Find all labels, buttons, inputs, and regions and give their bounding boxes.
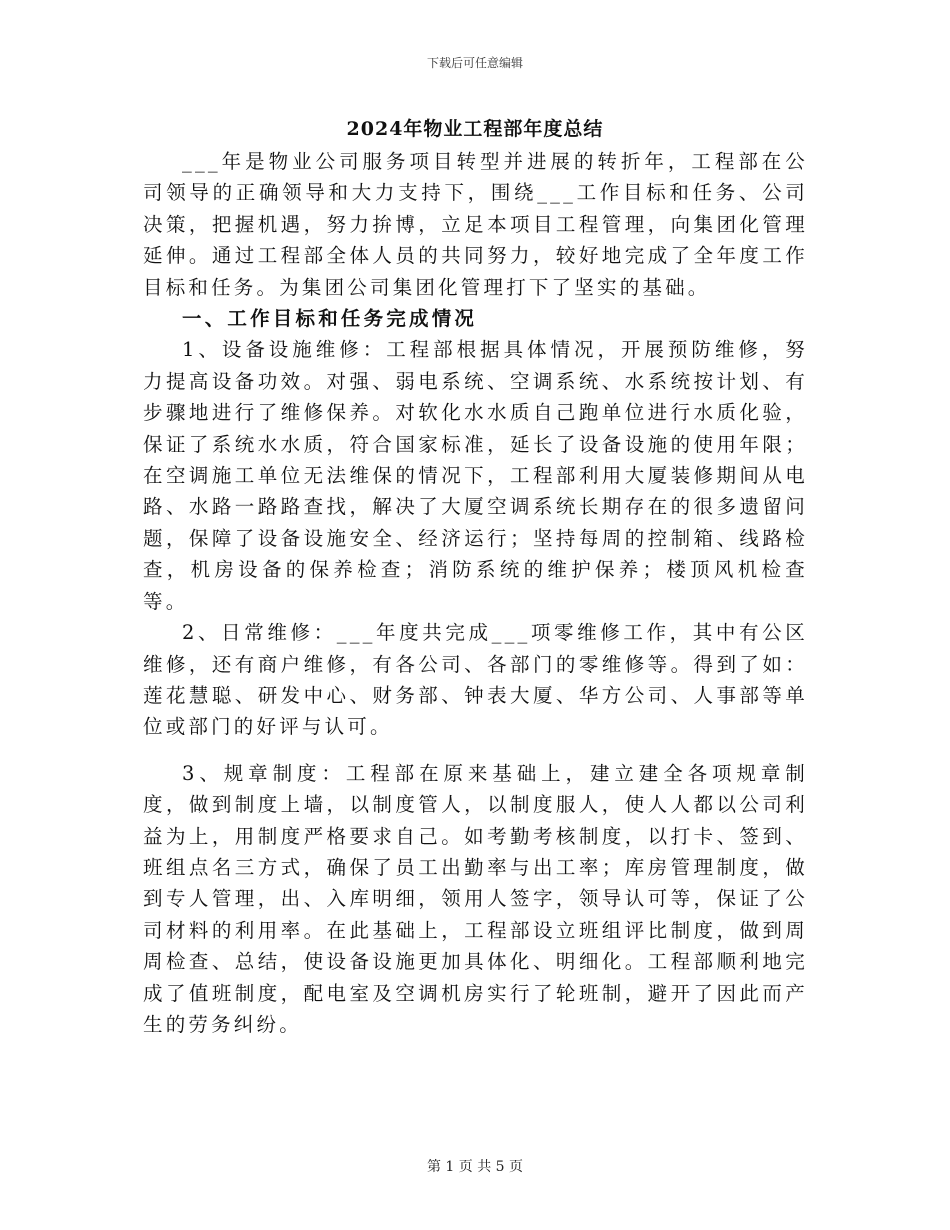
- document-body: [143, 146, 808, 1040]
- page-number: 第 1 页 共 5 页: [426, 1159, 524, 1175]
- paragraph-daily-maintenance: 2、日常维修：___年度共完成___项零维修工作，其中有公区维修，还有商户维修，有各公司、各部门的零维修等。得到了如：莲花慧聪、研发中心、财务部、钟表大厦、华方公司、人事部等单位或部门的好评与认可。: [143, 621, 808, 739]
- document-title: 2024年物业工程部年度总结: [346, 118, 604, 140]
- paragraph-regulations: 3、规章制度：工程部在原来基础上，建立建全各项规章制度，做到制度上墙，以制度管人，以制度服人，使人人都以公司利益为上，用制度严格要求自己。如考勤考核制度，以打卡、签到、班组点名三方式，确保了员工出勤率与出工率；库房管理制度，做到专人管理，出、入库明细，领用人签字，领导认可等，保证了公司材料的利用率。在此基础上，工程部设立班组评比制度，做到周周检查、总结，使设备设施更加具体化、明细化。工程部顺利地完成了值班制度，配电室及空调机房实行了轮班制，避开了因此而产生的劳务纠纷。: [143, 761, 808, 1036]
- section-heading: 一、工作目标和任务完成情况: [182, 307, 478, 331]
- intro-paragraph: ___年是物业公司服务项目转型并进展的转折年，工程部在公司领导的正确领导和大力支持下，围绕___工作目标和任务、公司决策，把握机遇，努力拚博，立足本项目工程管理，向集团化管理延伸。通过工程部全体人员的共同努力，较好地完成了全年度工作目标和任务。为集团公司集团化管理打下了坚实的基础。: [143, 150, 808, 299]
- paragraph-equipment-maintenance: 1、设备设施维修：工程部根据具体情况，开展预防维修，努力提高设备功效。对强、弱电系统、空调系统、水系统按计划、有步骤地进行了维修保养。对软化水水质自己跑单位进行水质化验，保证了系统水水质，符合国家标准，延长了设备设施的使用年限；在空调施工单位无法维保的情况下，工程部利用大厦装修期间从电路、水路一路路查找，解决了大厦空调系统长期存在的很多遗留问题，保障了设备设施安全、经济运行；坚持每周的控制箱、线路检查，机房设备的保养检查；消防系统的维护保养；楼顶风机检查等。: [143, 338, 808, 613]
- header-note: 下载后可任意编辑: [426, 56, 523, 70]
